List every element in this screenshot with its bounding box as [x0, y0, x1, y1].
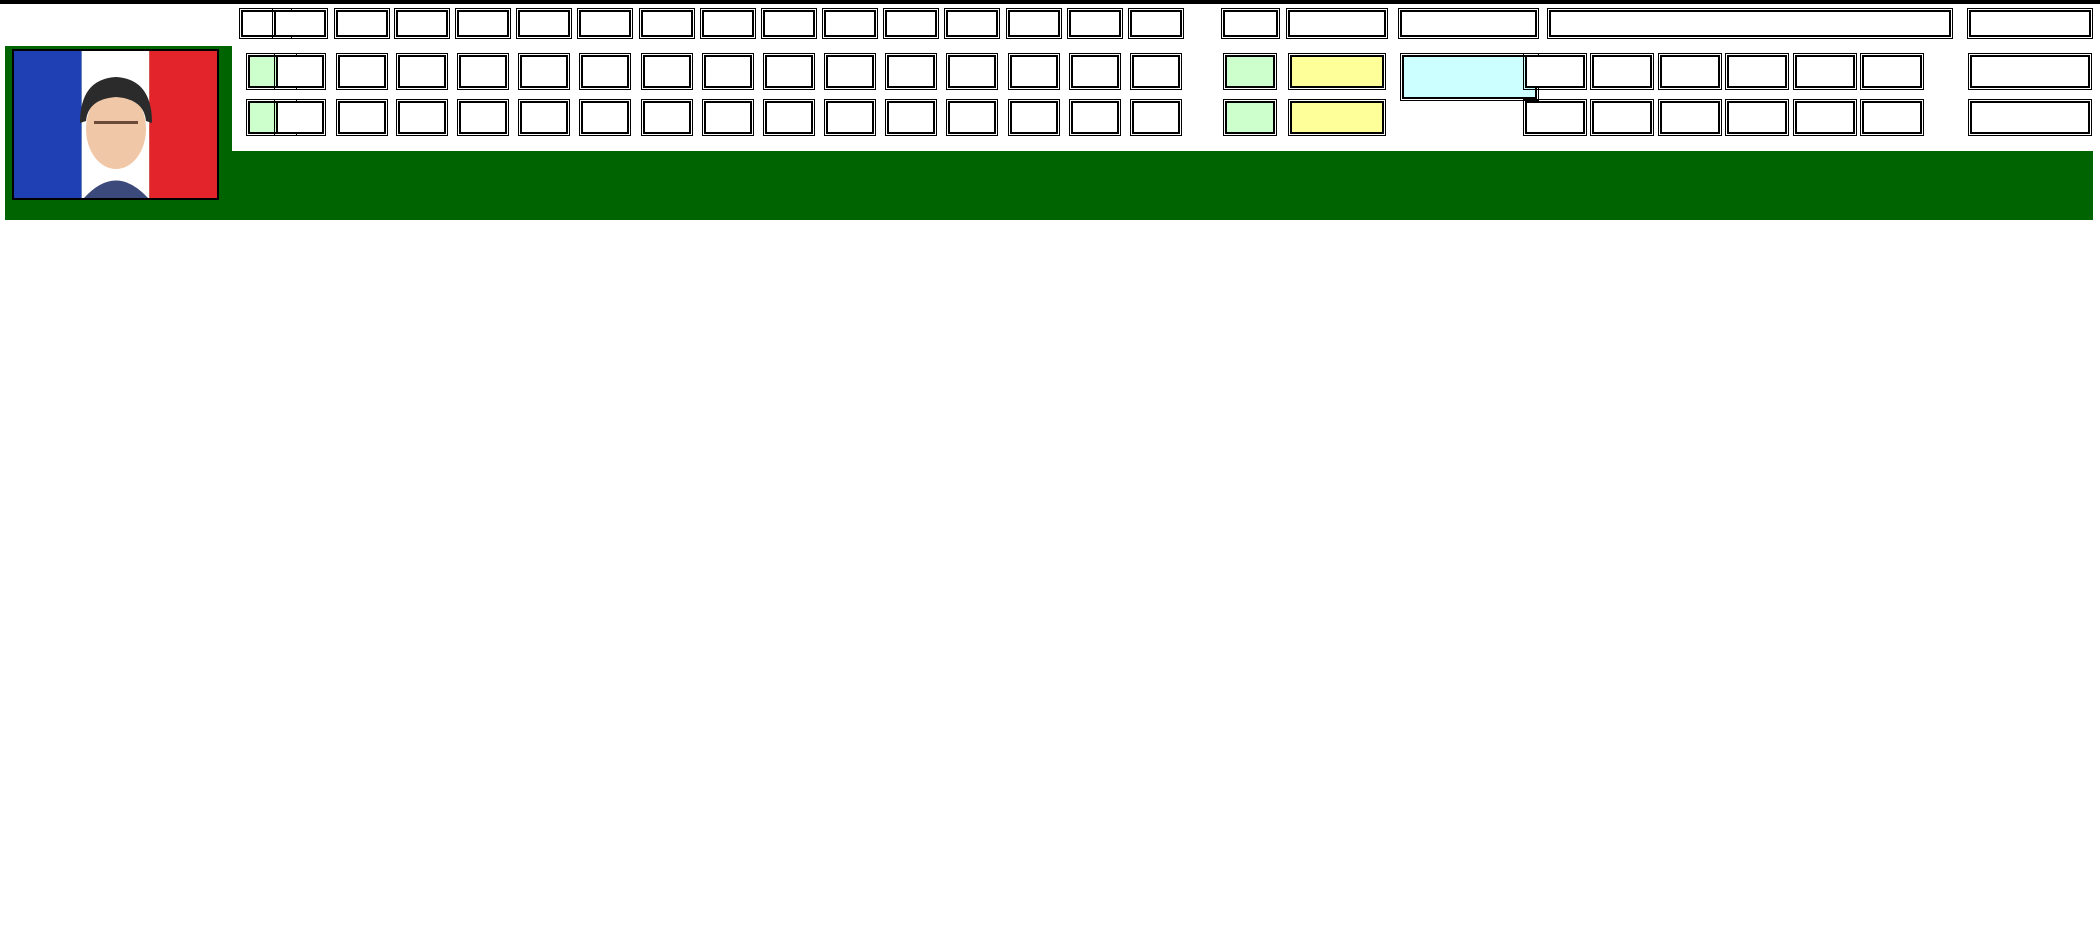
header-section-3 — [396, 10, 448, 37]
header-tm-right — [1223, 10, 1278, 37]
section-score — [276, 101, 324, 134]
count-label — [1525, 55, 1585, 88]
section-score — [459, 55, 507, 88]
tm-out-score — [1225, 101, 1275, 134]
section-score — [887, 101, 935, 134]
lap-total — [1290, 101, 1384, 134]
section-score — [887, 55, 935, 88]
count-label — [1795, 55, 1855, 88]
section-score — [948, 101, 996, 134]
header-time — [1969, 10, 2091, 37]
section-score — [765, 101, 813, 134]
section-score — [1132, 55, 1180, 88]
header-section-10 — [824, 10, 876, 37]
top-rule — [0, 0, 2100, 4]
count-label — [1862, 55, 1922, 88]
section-score — [520, 55, 568, 88]
section-score — [704, 101, 752, 134]
section-score — [581, 55, 629, 88]
time-value — [1970, 55, 2090, 88]
header-section-11 — [885, 10, 937, 37]
montesa-logo — [1280, 162, 1332, 202]
section-score — [948, 55, 996, 88]
section-score — [1071, 101, 1119, 134]
count-value — [1525, 101, 1585, 134]
section-score — [643, 55, 691, 88]
section-score — [338, 101, 386, 134]
header-section-5 — [518, 10, 570, 37]
section-score — [581, 101, 629, 134]
section-score — [459, 101, 507, 134]
section-score — [826, 101, 874, 134]
header-section-1 — [274, 10, 326, 37]
count-value — [1727, 101, 1787, 134]
grand-total — [1402, 55, 1537, 99]
header-number-of — [1549, 10, 1951, 37]
header-section-12 — [946, 10, 998, 37]
section-score — [338, 55, 386, 88]
header-section-14 — [1069, 10, 1121, 37]
section-score — [1010, 55, 1058, 88]
count-value — [1795, 101, 1855, 134]
count-label — [1592, 55, 1652, 88]
count-label — [1660, 55, 1720, 88]
section-score — [704, 55, 752, 88]
count-value — [1862, 101, 1922, 134]
header-section-8 — [702, 10, 754, 37]
header-section-9 — [763, 10, 815, 37]
header-section-15 — [1130, 10, 1182, 37]
header-section-13 — [1008, 10, 1060, 37]
header-section-6 — [579, 10, 631, 37]
rider-photo — [12, 49, 219, 200]
section-score — [765, 55, 813, 88]
count-label — [1727, 55, 1787, 88]
section-score — [1132, 101, 1180, 134]
header-total — [1400, 10, 1537, 37]
section-score — [643, 101, 691, 134]
count-value — [1592, 101, 1652, 134]
tm-out-score — [1225, 55, 1275, 88]
header-section-4 — [457, 10, 509, 37]
section-score — [398, 101, 446, 134]
section-score — [520, 101, 568, 134]
header-section-7 — [641, 10, 693, 37]
section-score — [1071, 55, 1119, 88]
section-score — [276, 55, 324, 88]
lap-total — [1290, 55, 1384, 88]
section-score — [826, 55, 874, 88]
count-value — [1660, 101, 1720, 134]
rider-row — [0, 46, 2100, 220]
time-value — [1970, 101, 2090, 134]
section-score — [1010, 101, 1058, 134]
section-score — [398, 55, 446, 88]
header-section-2 — [336, 10, 388, 37]
header-lap — [1288, 10, 1386, 37]
